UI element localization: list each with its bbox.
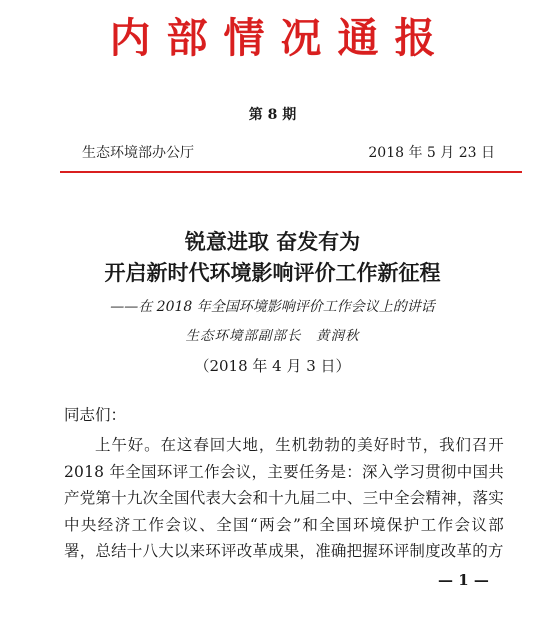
- body-paragraph: 上午好。在这春回大地，生机勃勃的美好时节，我们召开 2018 年全国环评工作会议，主要任务是：深入学习贯彻中国共产党第十九次全国代表大会和十九届二中、三中全会精神，落实中央经济工作会议、全国“两会”和全国环境保护工作会议部署，总结十八大以来环评改革成果，准确把握环评制度改革的方: [64, 436, 504, 561]
- article-subtitle: ——在 2018 年全国环境影响评价工作会议上的讲话: [110, 299, 435, 315]
- salutation: 同志们：: [64, 406, 127, 424]
- article-title-line1: 锐意进取 奋发有为: [184, 229, 361, 254]
- article-title-line2: 开启新时代环境影响评价工作新征程: [104, 260, 441, 285]
- speech-date: （2018 年 4 月 3 日）: [194, 357, 351, 375]
- issue-number: 第 8 期: [248, 107, 297, 123]
- speaker-line: 生态环境部副部长 黄润秋: [185, 328, 360, 344]
- header-divider: [60, 171, 522, 173]
- masthead-title: 内部情况通报: [109, 14, 452, 62]
- issuing-organization: 生态环境部办公厅: [82, 145, 194, 161]
- page-number: — 1 —: [438, 571, 489, 589]
- issue-date: 2018 年 5 月 23 日: [368, 145, 495, 161]
